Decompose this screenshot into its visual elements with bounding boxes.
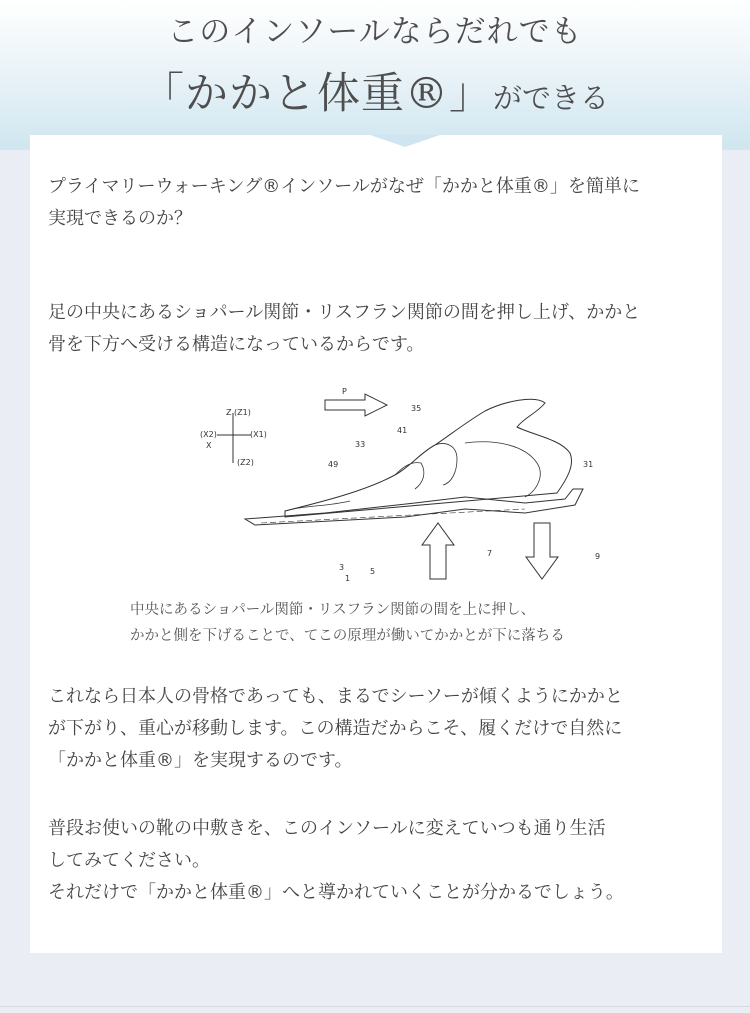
insole: [245, 489, 583, 525]
text-line: これなら日本人の骨格であっても、まるでシーソーが傾くようにかかと: [48, 686, 623, 707]
down-arrow: [526, 523, 558, 579]
text-line: 実現できるのか？: [48, 208, 192, 229]
text-line: 足の中央にあるショパール関節・リスフラン関節の間を押し上げ、かかと: [48, 302, 641, 323]
card-notch: [370, 135, 440, 147]
axis-label-x: X: [206, 441, 212, 450]
axis-label-x2: (X2): [200, 430, 217, 439]
foot-outline: [285, 399, 572, 517]
ref-3: 3: [339, 563, 345, 572]
intro-question: [48, 171, 708, 235]
axis-label-z1: Z (Z1): [226, 408, 251, 417]
force-arrow-p: [325, 394, 387, 416]
axis-label-x1: (X1): [250, 430, 267, 439]
text-line: 「かかと体重®」を実現するのです。: [48, 750, 353, 771]
ref-35: 35: [411, 404, 422, 413]
intro-answer: [48, 297, 708, 361]
diagram-caption: [130, 597, 565, 649]
ref-9: 9: [595, 552, 601, 561]
text-line: 骨を下方へ受ける構造になっているからです。: [48, 334, 425, 355]
text-line: 普段お使いの靴の中敷きを、このインソールに変えていつも通り生活: [48, 818, 606, 839]
page-divider: [0, 1006, 750, 1007]
foot-insole-diagram: [165, 383, 605, 583]
bone-outline: [435, 444, 457, 485]
ref-5: 5: [370, 567, 376, 576]
usage-paragraph: [48, 813, 708, 909]
ref-49: 49: [328, 460, 339, 469]
text-line: それだけで「かかと体重®」へと導かれていくことが分かるでしょう。: [48, 882, 624, 903]
ref-31: 31: [583, 460, 594, 469]
ref-33: 33: [355, 440, 366, 449]
explanation-paragraph: [48, 681, 708, 777]
title-suffix: ができる: [492, 81, 609, 115]
ref-7: 7: [487, 549, 493, 558]
content-card: [30, 135, 722, 953]
title-line-2: [0, 68, 750, 124]
up-arrow: [422, 523, 454, 579]
text-line: が下がり、重心が移動します。この構造だからこそ、履くだけで自然に: [48, 718, 623, 739]
axis-label-z2: (Z2): [237, 458, 254, 467]
ref-41: 41: [397, 426, 408, 435]
text-line: プライマリーウォーキング®インソールがなぜ「かかと体重®」を簡単に: [48, 176, 640, 197]
diagram-label-p: P: [342, 387, 347, 396]
heel-bone: [465, 442, 540, 497]
title-emphasis: 「かかと体重®」: [140, 69, 493, 119]
caption-line: 中央にあるショパール関節・リスフラン関節の間を上に押し、: [130, 602, 536, 618]
ref-1: 1: [345, 574, 351, 583]
page-title: [0, 10, 750, 124]
bone-outline: [395, 463, 424, 489]
caption-line: かかと側を下げることで、てこの原理が働いてかかとが下に落ちる: [130, 628, 565, 644]
text-line: してみてください。: [48, 850, 210, 871]
title-line-1: このインソールならだれでも: [167, 14, 583, 50]
